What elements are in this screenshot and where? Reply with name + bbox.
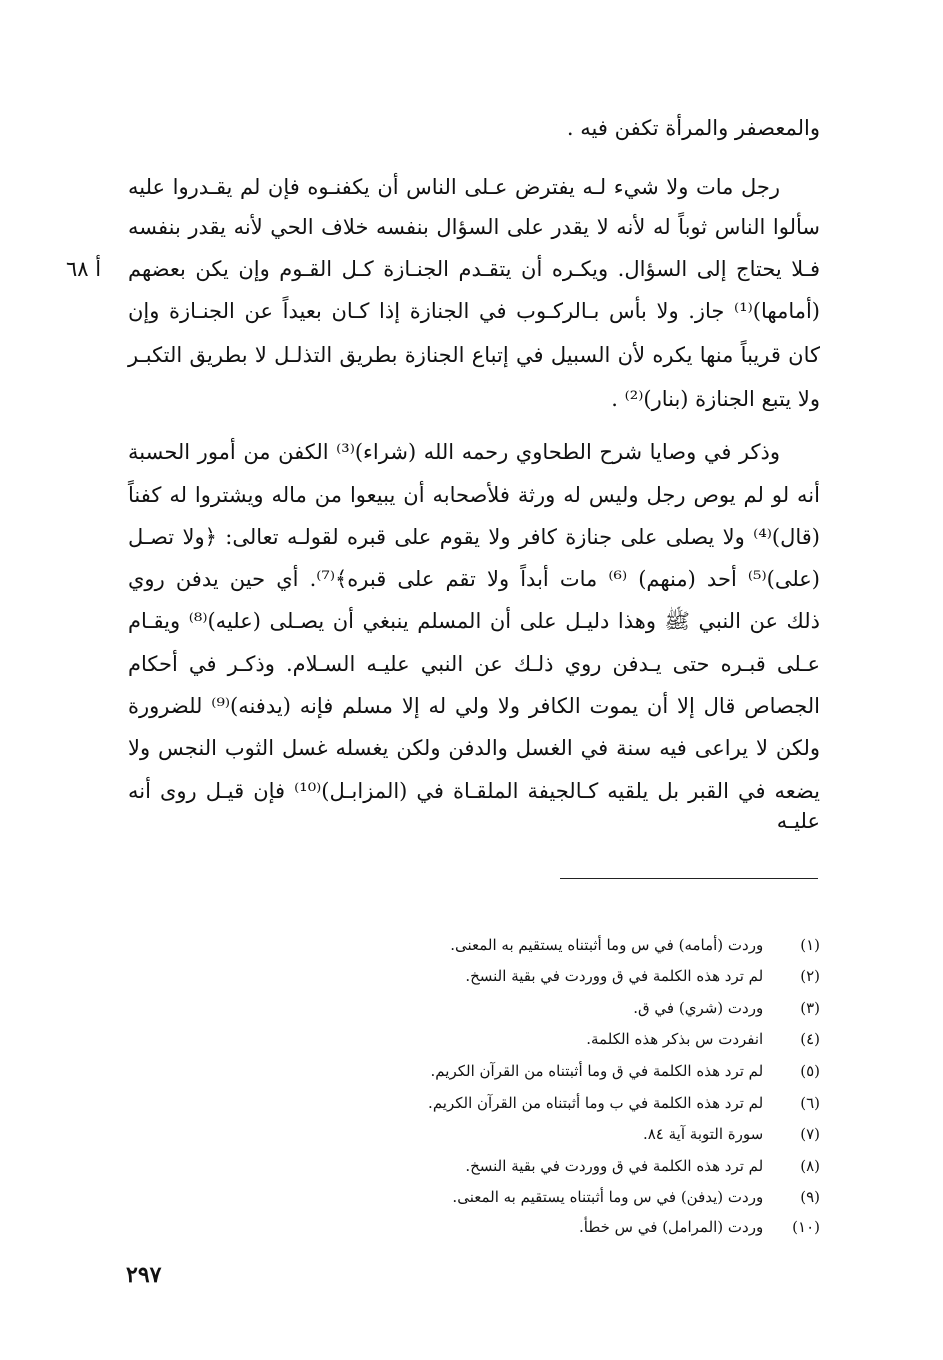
body-line-16: يضعه في القبر بل يلقيه كـالجيفة الملقـاة في (المزابـل)⁽¹⁰⁾ فإن قيـل روى أنه عليـه [128, 779, 820, 833]
body-line-3: سألوا الناس ثوباً له لأنه لا يقدر على السؤال بنفسه خلاف الحي لأنه يقدر بنفسه [128, 215, 820, 239]
footnote-text: وردت (شري) في ق. [633, 999, 764, 1017]
body-line-9: أنه لو لم يوص رجل وليس له ورثة فلأصحابه أن يبيعوا من ماله ويشتروا له كفناً [128, 483, 820, 507]
footnote-number: (٧) [800, 1125, 820, 1143]
footnote-3 [633, 997, 820, 1019]
footnote-number: (٤) [800, 1030, 820, 1048]
body-line-15: ولكن لا يراعى فيه سنة في الغسل والدفن ولكن يغسله غسل الثوب النجس ولا [128, 736, 820, 760]
footnote-number: (٣) [800, 999, 820, 1017]
footnote-text: لم ترد هذه الكلمة في ق ووردت في بقية النسخ. [465, 967, 764, 985]
body-line-11: (على)⁽⁵⁾ أحد (منهم) ⁽⁶⁾ مات أبداً ولا تقم على قبره﴾⁽⁷⁾. أي حين يدفن روي [128, 567, 820, 591]
footnote-7 [643, 1123, 820, 1145]
footnote-number: (٢) [800, 967, 820, 985]
footnote-text: وردت (المرامل) في س خطأ. [579, 1218, 764, 1236]
footnote-6 [428, 1092, 820, 1114]
footnote-text: انفردت س بذكر هذه الكلمة. [586, 1030, 764, 1048]
footnote-number: (٥) [800, 1062, 820, 1080]
footnote-9 [452, 1186, 820, 1208]
body-line-10: (قال)⁽⁴⁾ ولا يصلى على جنازة كافر ولا يقوم على قبره لقولـه تعالى: ﴿ولا تصـل [128, 525, 820, 549]
body-line-8: وذكر في وصايا شرح الطحاوي رحمه الله (شراء)⁽³⁾ الكفن من أمور الحسبة [128, 440, 780, 464]
footnote-separator [560, 878, 818, 879]
page-number: ٢٩٧ [126, 1262, 162, 1288]
footnote-number: (٩) [800, 1188, 820, 1206]
footnote-number: (١٠) [792, 1218, 820, 1236]
body-line-6: كان قريباً منها يكره لأن السبيل في إتباع الجنازة بطريق التذلـل لا بطريق التكبـر [128, 343, 820, 367]
body-line-14: الجصاص قال إلا أن يموت الكافر ولا ولي له إلا مسلم فإنه (يدفنه)⁽⁹⁾ للضرورة [128, 694, 820, 718]
footnote-number: (٨) [800, 1157, 820, 1175]
folio-margin-note: أ ٦٨ [66, 257, 102, 281]
footnote-1 [450, 934, 820, 956]
body-line-2: رجل مات ولا شيء لـه يفترض عـلى الناس أن يكفنـوه فإن لم يقـدروا عليه [128, 175, 780, 199]
footnote-4 [586, 1028, 820, 1050]
footnote-number: (١) [800, 936, 820, 954]
footnote-number: (٦) [800, 1094, 820, 1112]
body-line-1: والمعصفر والمرأة تكفن فيه . [566, 116, 820, 140]
body-line-12: ذلك عن النبي ﷺ وهذا دليـل على أن المسلم ينبغي أن يصـلى (عليه)⁽⁸⁾ ويقـام [128, 609, 820, 633]
body-line-7: ولا يتبع الجنازة (بنار)⁽²⁾ . [611, 387, 820, 411]
footnote-text: وردت (يدفن) في س وما أثبتناه يستقيم به المعنى. [452, 1188, 764, 1206]
footnote-5 [431, 1060, 820, 1082]
footnote-8 [465, 1155, 820, 1177]
footnote-text: سورة التوبة آية ٨٤. [642, 1125, 764, 1143]
footnote-text: لم ترد هذه الكلمة في ق ووردت في بقية النسخ. [465, 1157, 764, 1175]
footnote-text: لم ترد هذه الكلمة في ق وما أثبتناه من القرآن الكريم. [430, 1062, 764, 1080]
footnote-text: لم ترد هذه الكلمة في ب وما أثبتناه من القرآن الكريم. [428, 1094, 764, 1112]
footnote-2 [465, 965, 820, 987]
body-line-13: عـلى قبـره حتى يـدفن روي ذلـك عن النبي عليـه السـلام. وذكـر في أحكام [128, 652, 820, 676]
footnote-text: وردت (أمامه) في س وما أثبتناه يستقيم به المعنى. [450, 936, 764, 954]
body-line-5: (أمامها)⁽¹⁾ جاز. ولا بأس بـالركـوب في الجنازة إذا كـان بعيداً عن الجنـازة وإن [128, 299, 820, 323]
body-line-4: فـلا يحتاج إلى السؤال. ويكـره أن يتقـدم الجنـازة كـل القـوم وإن يكن بعضهم [128, 257, 820, 281]
footnote-10 [579, 1216, 820, 1238]
